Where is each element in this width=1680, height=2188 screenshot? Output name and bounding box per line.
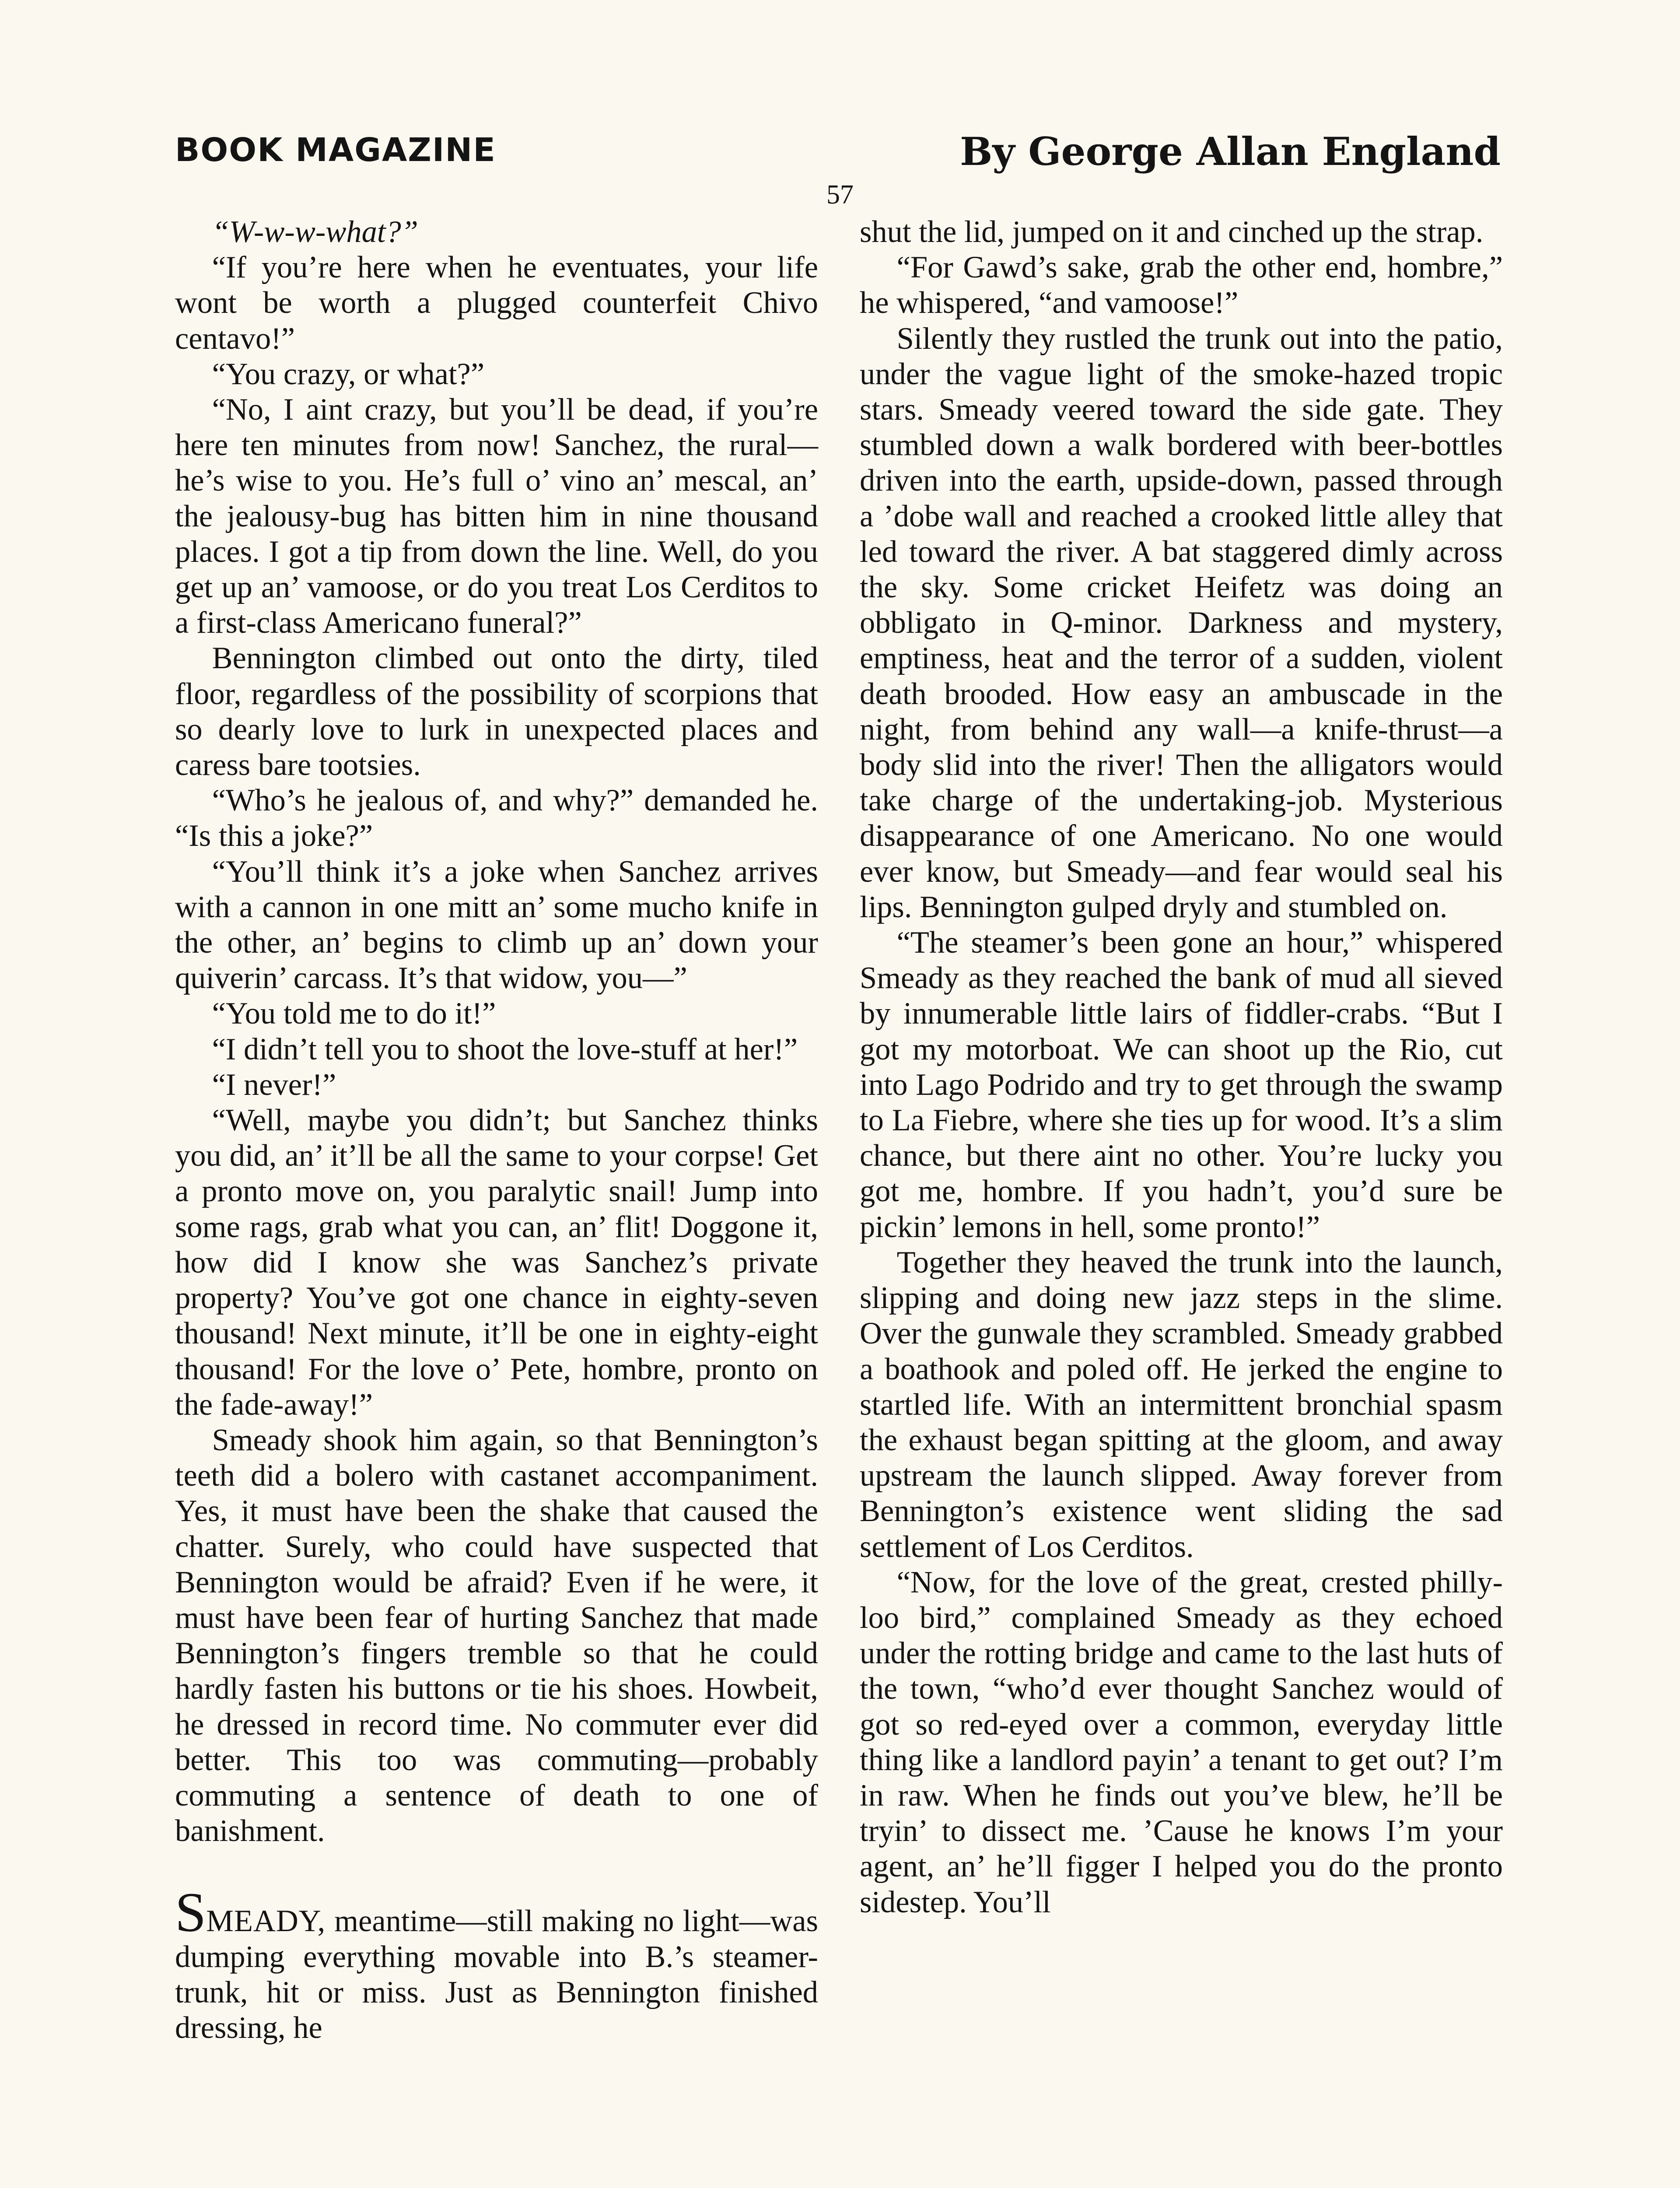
lead-word: MEADY, (206, 1904, 326, 1939)
paragraph: “For Gawd’s sake, grab the other end, hombre,” he whispered, “and vamoose!” (860, 250, 1503, 320)
drop-cap: S (175, 1881, 206, 1944)
paragraph: “If you’re here when he eventuates, your life wont be worth a plugged counterfeit Chivo centavo!” (175, 250, 818, 356)
paragraph: “Who’s he jealous of, and why?” demanded he. “Is this a joke?” (175, 783, 818, 853)
section-start-paragraph (175, 1881, 818, 2046)
page-header (175, 131, 1501, 179)
paragraph: “W-w-w-what?” (212, 215, 418, 249)
paragraph: “I never!” (212, 1067, 336, 1102)
paragraph: shut the lid, jumped on it and cinched up the strap. (860, 215, 1484, 249)
paragraph: “Well, maybe you didn’t; but Sanchez thinks you did, an’ it’ll be all the same to your corpse! Get a pronto move on, you paralytic snail! Jump into some rags, grab what you can, an’ flit! Doggone it, how did I know she was Sanchez’s private property? You’ve got one chance in eighty-seven thousand! Next minute, it’ll be one in eighty-eight thousand! For the love o’ Pete, hombre, pronto on the fade-away!” (175, 1103, 818, 1422)
paragraph: “The steamer’s been gone an hour,” whispered Smeady as they reached the bank of mud all sieved by innumerable little lairs of fiddler-crabs. “But I got my motorboat. We can shoot up the Rio, cut into Lago Podrido and try to get through the swamp to La Fiebre, where she ties up for wood. It’s a slim chance, but there aint no other. You’re lucky you got me, hombre. If you hadn’t, you’d sure be pickin’ lemons in hell, some pronto!” (860, 926, 1503, 1244)
magazine-title: BOOK MAGAZINE (175, 131, 496, 169)
paragraph: “You’ll think it’s a joke when Sanchez arrives with a cannon in one mitt an’ some mucho knife in the other, an’ begins to climb up an’ down your quiverin’ carcass. It’s that widow, you—” (175, 854, 818, 996)
author-byline: By George Allan England (960, 129, 1501, 174)
right-column (860, 214, 1503, 1920)
page-number: 57 (826, 180, 854, 210)
paragraph: “You crazy, or what?” (212, 357, 485, 391)
paragraph: Bennington climbed out onto the dirty, tiled floor, regardless of the possibility of scorpions that so dearly love to lurk in unexpected places and caress bare tootsies. (175, 641, 818, 782)
paragraph: Smeady shook him again, so that Bennington’s teeth did a bolero with castanet accompaniment. Yes, it must have been the shake that caused the chatter. Surely, who could have suspected that Bennington would be afraid? Even if he were, it must have been fear of hurting Sanchez that made Bennington’s fingers tremble so that he could hardly fasten his buttons or tie his shoes. Howbeit, he dressed in record time. No commuter ever did better. This too was commuting—probably commuting a sentence of death to one of banishment. (175, 1423, 818, 1848)
paragraph: “Now, for the love of the great, crested philly-loo bird,” complained Smeady as they echoed under the rotting bridge and came to the last huts of the town, “who’d ever thought Sanchez would of got so red-eyed over a common, everyday little thing like a landlord payin’ a tenant to get out? I’m in raw. When he finds out you’ve blew, he’ll be tryin’ to dissect me. ’Cause he knows I’m your agent, an’ he’ll figger I helped you do the pronto sidestep. You’ll (860, 1565, 1503, 1919)
section-text: meantime—still making no light—was dumping everything movable into B.’s steamer-trunk, hit or miss. Just as Bennington finished dressing, he (175, 1904, 818, 2045)
left-column (175, 214, 818, 2046)
paragraph: “I didn’t tell you to shoot the love-stuff at her!” (212, 1032, 798, 1066)
paragraph: Silently they rustled the trunk out into the patio, under the vague light of the smoke-hazed tropic stars. Smeady veered toward the side gate. They stumbled down a walk bordered with beer-bottles driven into the earth, upside-down, passed through a ’dobe wall and reached a crooked little alley that led toward the river. A bat staggered dimly across the sky. Some cricket Heifetz was doing an obbligato in Q-minor. Darkness and mystery, emptiness, heat and the terror of a sudden, violent death brooded. How easy an ambuscade in the night, from behind any wall—a knife-thrust—a body slid into the river! Then the alligators would take charge of the undertaking-job. Mysterious disappearance of one Americano. No one would ever know, but Smeady—and fear would seal his lips. Bennington gulped dryly and stumbled on. (860, 321, 1503, 924)
paragraph: “You told me to do it!” (212, 996, 496, 1031)
paragraph: “No, I aint crazy, but you’ll be dead, if you’re here ten minutes from now! Sanchez, the rural—he’s wise to you. He’s full o’ vino an’ mescal, an’ the jealousy-bug has bitten him in nine thousand places. I got a tip from down the line. Well, do you get up an’ vamoose, or do you treat Los Cerditos to a first-class Americano funeral?” (175, 393, 818, 640)
paragraph: Together they heaved the trunk into the launch, slipping and doing new jazz steps in the slime. Over the gunwale they scrambled. Smeady grabbed a boathook and poled off. He jerked the engine to startled life. With an intermittent bronchial spasm the exhaust began spitting at the gloom, and away upstream the launch slipped. Away forever from Bennington’s existence went sliding the sad settlement of Los Cerditos. (860, 1245, 1503, 1564)
